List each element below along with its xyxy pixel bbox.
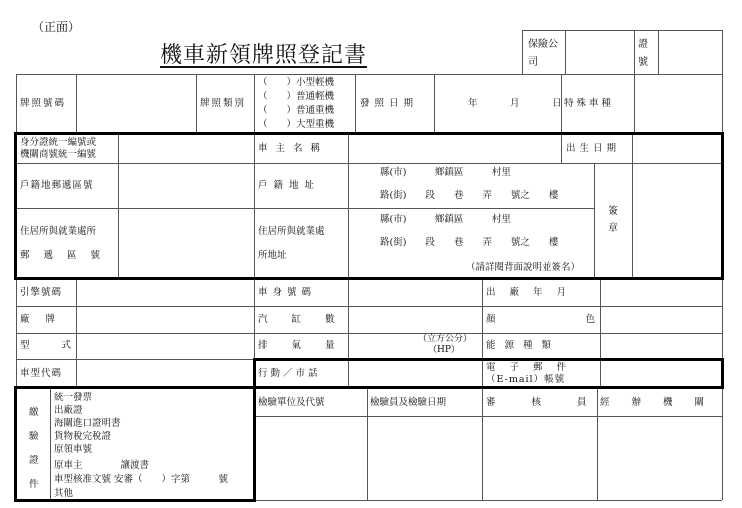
issue-date-label: 發照日期: [360, 98, 419, 109]
brand-label: 廠牌: [20, 314, 72, 325]
issue-month-label: 月: [510, 98, 520, 109]
household-address-line2: 路(街) 段 巷 弄 號之 樓: [380, 190, 559, 201]
manufacture-date-label: 出廠年月: [486, 287, 581, 298]
model-label: 型式: [20, 340, 104, 351]
doc-commodity-tax: 貨物稅完稅證: [54, 431, 112, 442]
displacement-label: 排氣量: [258, 340, 359, 351]
form-side-label: （正面）: [32, 20, 81, 34]
email-label-line2: （E-mail）帳號: [486, 374, 566, 385]
reviewer-label: 審核員: [486, 397, 623, 408]
residence-zip-label-line1: 住居所與就業處所: [20, 226, 97, 237]
handling-office-label: 經辦機關: [600, 397, 727, 408]
id-number-label-line1: 身分證統一編號或: [20, 137, 97, 148]
inspection-unit-label: 檢驗單位及代號: [258, 397, 325, 408]
id-number-label-line2: 機關商號統一編號: [20, 149, 97, 160]
color-label: 顏色: [486, 314, 686, 325]
plate-type-label: 牌照類別: [200, 98, 247, 109]
model-code-label: 車型代碼: [20, 368, 63, 379]
doc-invoice: 統一發票: [54, 392, 93, 403]
form-title: 機車新領牌照登記書: [160, 43, 368, 68]
energy-type-label: 能源種類: [486, 340, 561, 351]
plate-number-label: 牌照號碼: [20, 98, 67, 109]
insurance-company-label: 保險公司: [528, 39, 558, 68]
household-zip-label: 戶籍地郵遞區號: [20, 180, 94, 191]
owner-name-label: 車主名稱: [258, 143, 329, 154]
issue-day-label: 日: [552, 98, 562, 109]
special-vehicle-label: 特殊車種: [564, 98, 615, 109]
documents-side-char-1: 繳: [29, 407, 39, 418]
plate-option-large-heavy: （ ）大型重機: [258, 119, 335, 130]
cylinders-label: 汽缸數: [258, 314, 359, 325]
doc-customs-import: 海關進口證明書: [54, 418, 121, 429]
plate-option-small-light: （ ）小型輕機: [258, 77, 335, 88]
mobile-phone-label: 行動／市話: [258, 368, 321, 379]
documents-side-char-3: 證: [29, 455, 39, 466]
residence-address-label-line1: 住居所與就業處: [258, 226, 325, 237]
body-number-label: 車身號碼: [258, 287, 317, 298]
engine-number-label: 引擎號碼: [20, 287, 63, 298]
doc-factory-cert: 出廠證: [54, 405, 83, 416]
doc-model-approval: 車型核准文號 安審（ ）字第 號: [54, 474, 229, 485]
issue-year-label: 年: [468, 98, 478, 109]
seal-label: 簽章: [608, 206, 618, 234]
residence-address-label-line2: 所地址: [258, 250, 287, 261]
email-label-line1: 電子郵件: [486, 362, 581, 373]
residence-zip-label-line2: 郵遞區號: [20, 250, 115, 261]
cert-no-label: 證號: [638, 39, 648, 68]
displacement-unit-hp: （HP）: [428, 345, 460, 355]
birth-date-label: 出生日期: [566, 143, 621, 154]
inspector-date-label: 檢驗員及檢驗日期: [370, 397, 447, 408]
displacement-unit-cc: （立方公分）: [418, 334, 473, 344]
doc-transfer-letter: 原車主 讓渡書: [54, 460, 150, 471]
household-address-label: 戶籍地址: [258, 180, 321, 191]
documents-side-char-2: 驗: [29, 431, 39, 442]
sign-note: （請詳閱背面說明並簽名）: [466, 262, 581, 273]
household-address-line1: 縣(市) 鄉鎮區 村里: [380, 167, 511, 178]
doc-original-plate: 原領車號: [54, 444, 93, 455]
plate-option-normal-heavy: （ ）普通重機: [258, 105, 335, 116]
plate-option-normal-light: （ ）普通輕機: [258, 91, 335, 102]
residence-address-line1: 縣(市) 鄉鎮區 村里: [380, 214, 511, 225]
documents-side-char-4: 件: [29, 479, 39, 490]
residence-address-line2: 路(街) 段 巷 弄 號之 樓: [380, 237, 559, 248]
doc-other: 其他: [54, 488, 74, 499]
